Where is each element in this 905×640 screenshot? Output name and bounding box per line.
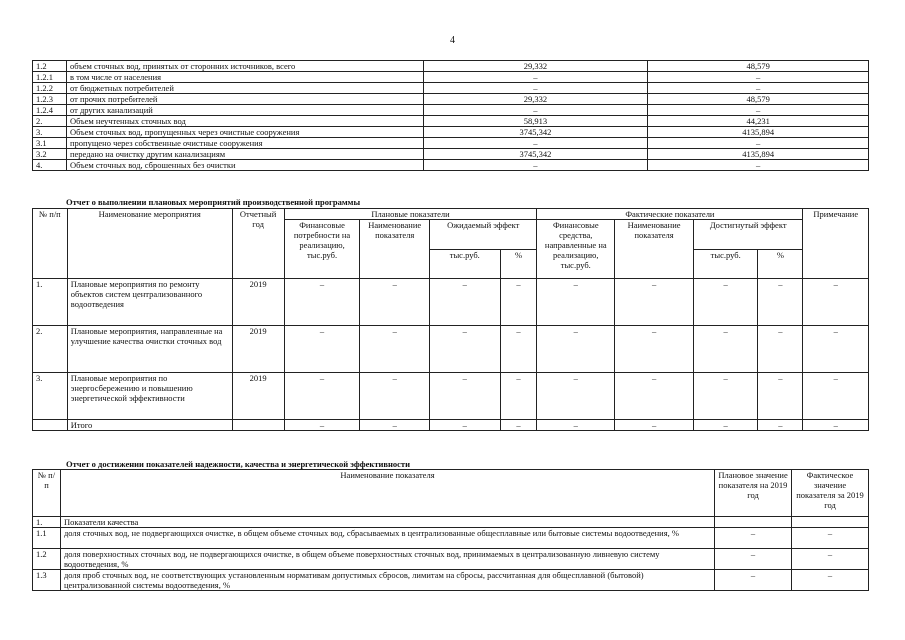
header-expected-thous-rub: тыс.руб.: [429, 249, 500, 279]
wastewater-balance-table: [32, 60, 869, 171]
ind-section-row: [33, 517, 869, 528]
cell-v4: –: [500, 373, 537, 420]
cell-v5: –: [537, 279, 615, 326]
cell-name: Объем сточных вод, сброшенных без очистки: [66, 160, 423, 171]
cell-num: 1.2.3: [33, 94, 67, 105]
cell-plan: –: [715, 570, 792, 591]
cell-num: 1.2.1: [33, 72, 67, 83]
cell-v7: –: [693, 373, 757, 420]
cell-fact: 4135,894: [648, 127, 869, 138]
table-row: [33, 116, 869, 127]
table-row: [33, 528, 869, 549]
cell-year: 2019: [232, 373, 284, 420]
header-expected-percent: %: [500, 249, 537, 279]
cell-num: 1.3: [33, 570, 61, 591]
cell-v5: –: [537, 373, 615, 420]
table-row: [33, 570, 869, 591]
header-planned: Плановые показатели: [284, 209, 537, 220]
header-expected-effect: Ожидаемый эффект: [429, 220, 536, 250]
ind-section-name: Показатели качества: [60, 517, 714, 528]
cell-v8: –: [758, 279, 803, 326]
cell-plan: –: [423, 72, 648, 83]
program-total-row: [33, 420, 869, 431]
cell-name: Плановые мероприятия по ремонту объектов систем централизованного водоотведения: [67, 279, 232, 326]
program-report-caption: Отчет о выполнении плановых мероприятий производственной программы: [66, 197, 361, 207]
total-cell: –: [615, 420, 694, 431]
cell-v5: –: [537, 326, 615, 373]
cell-name: передано на очистку другим канализациям: [66, 149, 423, 160]
cell-v6: –: [615, 326, 694, 373]
header-note: Примечание: [803, 209, 869, 279]
table-row: [33, 105, 869, 116]
cell-v2: –: [360, 279, 430, 326]
ind-section-fact: [792, 517, 869, 528]
cell-plan: –: [715, 549, 792, 570]
cell-plan: 3745,342: [423, 127, 648, 138]
cell-v1: –: [284, 373, 360, 420]
cell-num: 3.: [33, 373, 68, 420]
table-row: [33, 83, 869, 94]
cell-fact: –: [648, 105, 869, 116]
total-cell: –: [429, 420, 500, 431]
ind-header-fact: Фактическое значение показателя за 2019 год: [792, 470, 869, 517]
cell-year: 2019: [232, 279, 284, 326]
cell-num: 1.2: [33, 61, 67, 72]
cell-fact: 48,579: [648, 61, 869, 72]
total-cell: –: [803, 420, 869, 431]
header-indicator-name: Наименование показателя: [360, 220, 430, 279]
cell-num: 1.2.4: [33, 105, 67, 116]
indicators-report-body: [33, 528, 869, 591]
cell-v2: –: [360, 326, 430, 373]
table-row: [33, 279, 869, 326]
cell-plan: 29,332: [423, 61, 648, 72]
balance-table-body: [33, 61, 869, 171]
cell-plan: –: [715, 528, 792, 549]
cell-name: от других канализаций: [66, 105, 423, 116]
ind-section-plan: [715, 517, 792, 528]
page-number: 4: [450, 35, 455, 46]
cell-v9: –: [803, 326, 869, 373]
ind-header-name: Наименование показателя: [60, 470, 714, 517]
cell-v4: –: [500, 279, 537, 326]
total-cell: –: [284, 420, 360, 431]
cell-v2: –: [360, 373, 430, 420]
cell-v1: –: [284, 326, 360, 373]
total-cell: –: [360, 420, 430, 431]
table-row: [33, 72, 869, 83]
header-event-name: Наименование мероприятия: [67, 209, 232, 279]
table-row: [33, 61, 869, 72]
cell-fact: –: [792, 570, 869, 591]
header-actual: Фактические показатели: [537, 209, 803, 220]
total-year: [232, 420, 284, 431]
cell-fact: –: [648, 138, 869, 149]
total-cell: –: [500, 420, 537, 431]
cell-plan: 3745,342: [423, 149, 648, 160]
cell-plan: 29,332: [423, 94, 648, 105]
cell-plan: –: [423, 160, 648, 171]
cell-name: доля проб сточных вод, не соответствующих установленным нормативам допустимых сбросов, лимитам на сбросы, рассчитанная для общесплавной (бытовой) централизованной системы водоотведения, %: [60, 570, 714, 591]
cell-v3: –: [429, 373, 500, 420]
cell-num: 2.: [33, 326, 68, 373]
ind-header-num: № п/п: [33, 470, 61, 517]
cell-num: 3.1: [33, 138, 67, 149]
cell-v7: –: [693, 326, 757, 373]
cell-v4: –: [500, 326, 537, 373]
cell-name: Плановые мероприятия по энергосбережению и повышению энергетической эффективности: [67, 373, 232, 420]
cell-num: 3.2: [33, 149, 67, 160]
header-report-year: Отчетный год: [232, 209, 284, 279]
header-num: № п/п: [33, 209, 68, 279]
cell-v7: –: [693, 279, 757, 326]
cell-num: 1.1: [33, 528, 61, 549]
cell-name: в том числе от населения: [66, 72, 423, 83]
cell-name: доля сточных вод, не подвергающихся очистке, в общем объеме сточных вод, сбрасываемых в централизованные общесплавные или бытовые системы водоотведения, %: [60, 528, 714, 549]
cell-name: от бюджетных потребителей: [66, 83, 423, 94]
table-row: [33, 549, 869, 570]
ind-section-num: 1.: [33, 517, 61, 528]
total-cell: –: [693, 420, 757, 431]
cell-v6: –: [615, 373, 694, 420]
cell-v8: –: [758, 373, 803, 420]
cell-v8: –: [758, 326, 803, 373]
cell-fact: –: [648, 160, 869, 171]
total-num: [33, 420, 68, 431]
cell-fact: 4135,894: [648, 149, 869, 160]
cell-v1: –: [284, 279, 360, 326]
header-fin-needs: Финансовые потребности на реализацию, тыс.руб.: [284, 220, 360, 279]
total-cell: –: [758, 420, 803, 431]
indicators-report-caption: Отчет о достижении показателей надежности, качества и энергетической эффективности: [66, 459, 410, 469]
cell-name: доля поверхностных сточных вод, не подвергающихся очистке, в общем объеме поверхностных сточных вод, принимаемых в централизованную ливневую систему водоотведения, %: [60, 549, 714, 570]
cell-plan: –: [423, 138, 648, 149]
header-achieved-thous-rub: тыс.руб.: [693, 249, 757, 279]
cell-name: Объем неучтенных сточных вод: [66, 116, 423, 127]
cell-num: 4.: [33, 160, 67, 171]
cell-num: 3.: [33, 127, 67, 138]
ind-header-plan: Плановое значение показателя на 2019 год: [715, 470, 792, 517]
table-row: [33, 94, 869, 105]
cell-num: 2.: [33, 116, 67, 127]
cell-v3: –: [429, 326, 500, 373]
cell-fact: 48,579: [648, 94, 869, 105]
table-row: [33, 373, 869, 420]
cell-year: 2019: [232, 326, 284, 373]
cell-plan: –: [423, 83, 648, 94]
table-row: [33, 149, 869, 160]
cell-v6: –: [615, 279, 694, 326]
header-achieved-effect: Достигнутый эффект: [693, 220, 802, 250]
cell-v9: –: [803, 373, 869, 420]
cell-num: 1.2.2: [33, 83, 67, 94]
program-report-table: [32, 208, 869, 431]
cell-fact: –: [792, 549, 869, 570]
cell-name: объем сточных вод, принятых от сторонних источников, всего: [66, 61, 423, 72]
cell-name: Плановые мероприятия, направленные на улучшение качества очистки сточных вод: [67, 326, 232, 373]
cell-fact: 44,231: [648, 116, 869, 127]
header-achieved-percent: %: [758, 249, 803, 279]
total-label: Итого: [67, 420, 232, 431]
table-row: [33, 326, 869, 373]
table-row: [33, 138, 869, 149]
cell-num: 1.2: [33, 549, 61, 570]
indicators-report-table: [32, 469, 869, 591]
cell-num: 1.: [33, 279, 68, 326]
cell-fact: –: [648, 72, 869, 83]
cell-name: от прочих потребителей: [66, 94, 423, 105]
cell-name: пропущено через собственные очистные сооружения: [66, 138, 423, 149]
header-indicator-name-actual: Наименование показателя: [615, 220, 694, 279]
cell-fact: –: [648, 83, 869, 94]
cell-fact: –: [792, 528, 869, 549]
total-cell: –: [537, 420, 615, 431]
cell-plan: 58,913: [423, 116, 648, 127]
program-report-body: [33, 279, 869, 420]
header-fin-means: Финансовые средства, направленные на реализацию, тыс.руб.: [537, 220, 615, 279]
table-row: [33, 127, 869, 138]
cell-v3: –: [429, 279, 500, 326]
table-row: [33, 160, 869, 171]
cell-v9: –: [803, 279, 869, 326]
cell-name: Объем сточных вод, пропущенных через очистные сооружения: [66, 127, 423, 138]
cell-plan: –: [423, 105, 648, 116]
